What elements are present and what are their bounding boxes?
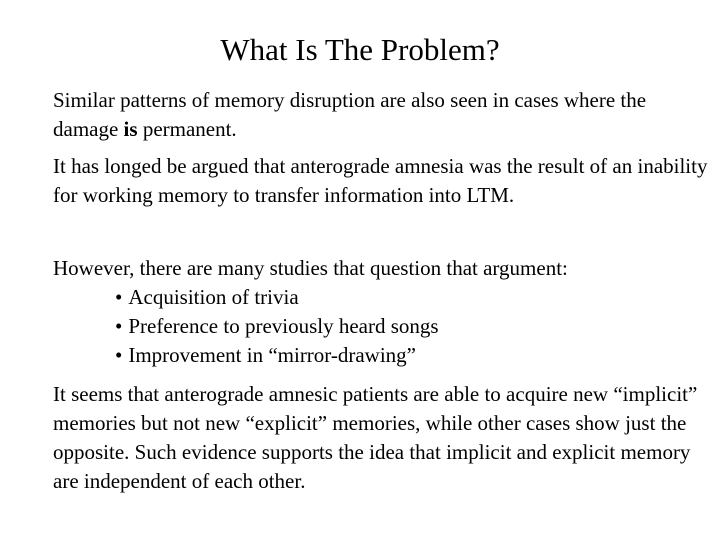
bullet-text: Improvement in “mirror-drawing”	[128, 343, 417, 367]
bullet-item	[53, 341, 713, 370]
bullet-list	[53, 283, 713, 370]
bullet-icon: •	[115, 314, 123, 338]
bullet-item	[53, 312, 713, 341]
paragraph-damage-permanent	[53, 86, 713, 144]
bullet-text: Acquisition of trivia	[128, 285, 299, 309]
emphasis-is: is	[123, 117, 138, 141]
bullet-text: Preference to previously heard songs	[128, 314, 439, 338]
bullet-item	[53, 283, 713, 312]
paragraph-text: Similar patterns of memory disruption are also seen in cases where the damage	[53, 88, 647, 141]
paragraph-studies	[53, 254, 713, 370]
slide-title: What Is The Problem?	[220, 32, 500, 67]
bullet-icon: •	[115, 343, 123, 367]
paragraph-implicit-explicit: It seems that anterograde amnesic patients are able to acquire new “implicit” memories but not new “explicit” memories, while other cases show just the opposite. Such evidence supports the idea that implicit and explicit memory are independent of each other.	[53, 382, 698, 493]
bullet-icon: •	[115, 285, 123, 309]
paragraph-anterograde-amnesia: It has longed be argued that anterograde amnesia was the result of an inability for working memory to transfer information into LTM.	[53, 154, 708, 207]
paragraph-intro: However, there are many studies that question that argument:	[53, 256, 568, 280]
paragraph-text: permanent.	[137, 117, 237, 141]
